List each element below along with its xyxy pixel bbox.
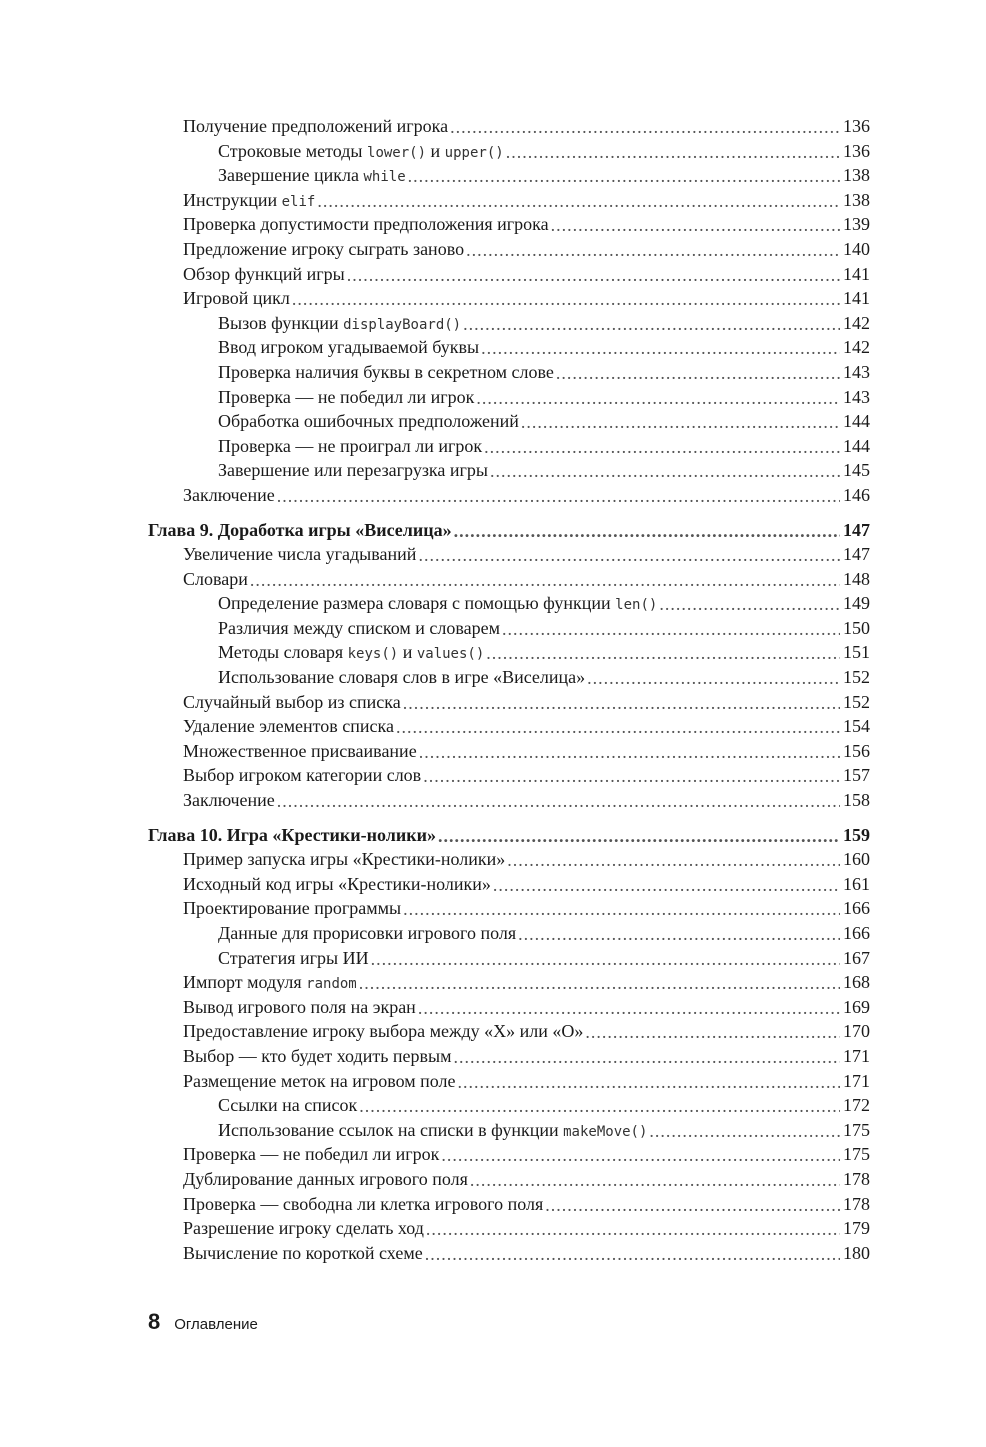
toc-entry: [148, 141, 870, 166]
dot-leader: [476, 388, 840, 406]
toc-page-number: 157: [843, 765, 870, 786]
title-text: Ввод игроком угадываемой буквы: [218, 337, 480, 358]
toc-page-number: 156: [843, 740, 870, 761]
toc-entry: [148, 436, 870, 461]
dot-leader: [359, 1096, 840, 1114]
toc-page-number: 147: [843, 544, 870, 565]
toc-entry-title: [183, 288, 290, 309]
toc-entry-title: [218, 165, 406, 186]
title-text: Проверка допустимости предположения игрока: [183, 214, 549, 235]
toc-entry-title: [183, 485, 275, 506]
title-text: Проверка — не победил ли игрок: [183, 1144, 440, 1165]
toc-entry: [148, 642, 870, 667]
title-text: Дублирование данных игрового поля: [183, 1168, 468, 1189]
title-text: Глава 9. Доработка игры «Виселица»: [148, 519, 452, 540]
toc-entry: [148, 544, 870, 569]
toc-page-number: 148: [843, 568, 870, 589]
dot-leader: [438, 826, 840, 844]
title-text: Увеличение числа угадываний: [183, 544, 417, 565]
toc-page-number: 167: [843, 947, 870, 968]
dot-leader: [277, 791, 840, 809]
dot-leader: [470, 1170, 840, 1188]
title-text: Предложение игроку сыграть заново: [183, 238, 465, 259]
toc-page-number: 169: [843, 996, 870, 1017]
toc-entry-title: [183, 1021, 583, 1042]
toc-page-number: 180: [843, 1242, 870, 1263]
toc-entry: [148, 1218, 870, 1243]
toc-entry-title: [218, 387, 474, 408]
toc-entry-title: [148, 520, 452, 541]
code-fragment: keys(): [347, 646, 399, 663]
toc-entry-title: [218, 923, 516, 944]
toc-entry: [148, 264, 870, 289]
toc-entry: [148, 1095, 870, 1120]
title-text: Разрешение игроку сделать ход: [183, 1218, 424, 1239]
toc-entry: [148, 618, 870, 643]
code-fragment: lower(): [367, 144, 427, 161]
toc-page-number: 171: [843, 1070, 870, 1091]
code-fragment: upper(): [444, 144, 504, 161]
toc-chapter-entry: [148, 520, 870, 545]
toc-entry: [148, 411, 870, 436]
toc-entry-title: [183, 214, 549, 235]
dot-leader: [454, 521, 840, 539]
code-fragment: elif: [281, 193, 316, 210]
toc-entry-title: [183, 765, 421, 786]
dot-leader: [277, 486, 840, 504]
toc-page-number: 138: [843, 189, 870, 210]
toc-chapter-entry: [148, 825, 870, 850]
dot-leader: [403, 693, 840, 711]
title-text: Проектирование программы: [183, 898, 402, 919]
title-text: Игровой цикл: [183, 288, 290, 309]
dot-leader: [371, 949, 840, 967]
toc-entry: [148, 593, 870, 618]
toc-entry: [148, 214, 870, 239]
dot-leader: [454, 1047, 840, 1065]
toc-entry: [148, 485, 870, 510]
toc-entry: [148, 923, 870, 948]
table-of-contents: [148, 116, 870, 1267]
toc-entry-title: [183, 1169, 468, 1190]
code-fragment: while: [363, 169, 406, 186]
toc-entry-title: [183, 898, 401, 919]
toc-page-number: 147: [843, 519, 870, 540]
toc-entry: [148, 667, 870, 692]
toc-page-number: 160: [843, 849, 870, 870]
dot-leader: [426, 1219, 840, 1237]
toc-entry-title: [218, 642, 484, 663]
title-text: Предоставление игроку выбора между «Х» или «О»: [183, 1021, 584, 1042]
toc-entry-title: [183, 264, 345, 285]
toc-entry-title: [218, 667, 585, 688]
dot-leader: [490, 461, 840, 479]
title-text: Строковые методы: [218, 140, 368, 161]
dot-leader: [425, 1244, 840, 1262]
toc-entry-title: [183, 692, 401, 713]
title-text: Вызов функции: [218, 312, 344, 333]
toc-entry: [148, 1120, 870, 1145]
toc-page-number: 152: [843, 691, 870, 712]
page-footer: [148, 1309, 258, 1335]
toc-page-number: 175: [843, 1119, 870, 1140]
toc-entry: [148, 1021, 870, 1046]
toc-entry-title: [218, 1120, 647, 1141]
toc-entry-title: [183, 569, 248, 590]
toc-entry: [148, 190, 870, 215]
toc-entry: [148, 997, 870, 1022]
toc-page-number: 146: [843, 484, 870, 505]
toc-entry-title: [218, 436, 482, 457]
dot-leader: [493, 875, 840, 893]
dot-leader: [507, 850, 840, 868]
toc-entry-title: [218, 618, 500, 639]
toc-page-number: 178: [843, 1193, 870, 1214]
toc-page-number: 138: [843, 165, 870, 186]
dot-leader: [551, 215, 840, 233]
toc-entry-title: [183, 544, 416, 565]
dot-leader: [585, 1022, 840, 1040]
title-text: Проверка наличия буквы в секретном слове: [218, 361, 554, 382]
toc-entry: [148, 1144, 870, 1169]
title-text: Случайный выбор из списка: [183, 691, 401, 712]
toc-entry-title: [218, 411, 519, 432]
dot-leader: [292, 289, 840, 307]
toc-page-number: 151: [843, 642, 870, 663]
dot-leader: [418, 545, 840, 563]
toc-page-number: 145: [843, 460, 870, 481]
title-text: Вычисление по короткой схеме: [183, 1242, 423, 1263]
toc-page-number: 143: [843, 386, 870, 407]
title-text: Завершение или перезагрузка игры: [218, 460, 488, 481]
dot-leader: [408, 166, 840, 184]
toc-entry: [148, 716, 870, 741]
toc-page-number: 154: [843, 716, 870, 737]
toc-entry: [148, 460, 870, 485]
toc-entry-title: [183, 239, 464, 260]
toc-entry: [148, 790, 870, 815]
toc-entry: [148, 948, 870, 973]
dot-leader: [458, 1072, 840, 1090]
page-number: 8: [148, 1309, 161, 1334]
title-text: Обзор функций игры: [183, 263, 345, 284]
toc-page-number: 149: [843, 593, 870, 614]
toc-entry-title: [218, 313, 461, 334]
toc-page-number: 172: [843, 1095, 870, 1116]
toc-page-number: 159: [843, 824, 870, 845]
title-text: Данные для прорисовки игрового поля: [218, 923, 517, 943]
toc-entry: [148, 1169, 870, 1194]
title-text: Методы словаря: [218, 642, 348, 663]
code-fragment: makeMove(): [563, 1123, 648, 1140]
toc-page-number: 141: [843, 263, 870, 284]
toc-page-number: 150: [843, 617, 870, 638]
toc-page-number: 168: [843, 972, 870, 993]
toc-entry: [148, 692, 870, 717]
toc-entry: [148, 288, 870, 313]
title-text: Глава 10. Игра «Крестики-нолики»: [148, 824, 436, 845]
toc-entry-title: [183, 972, 357, 993]
dot-leader: [396, 717, 840, 735]
title-text: Импорт модуля: [183, 972, 307, 993]
code-fragment: values(): [416, 646, 485, 663]
toc-entry-title: [218, 593, 657, 614]
toc-entry-title: [183, 874, 491, 895]
toc-page-number: 175: [843, 1144, 870, 1165]
toc-entry: [148, 569, 870, 594]
toc-page-number: 139: [843, 214, 870, 235]
dot-leader: [423, 766, 840, 784]
dot-leader: [403, 899, 840, 917]
dot-leader: [450, 117, 840, 135]
dot-leader: [506, 142, 840, 160]
code-fragment: len(): [615, 597, 658, 614]
toc-entry: [148, 849, 870, 874]
toc-entry-title: [218, 141, 504, 162]
dot-leader: [250, 570, 840, 588]
toc-page-number: 140: [843, 238, 870, 259]
toc-entry: [148, 1194, 870, 1219]
toc-page-number: 171: [843, 1045, 870, 1066]
toc-page-number: 144: [843, 411, 870, 432]
title-text: Выбор игроком категории слов: [183, 765, 422, 786]
dot-leader: [556, 363, 840, 381]
toc-entry: [148, 313, 870, 338]
toc-entry: [148, 972, 870, 997]
title-text: Заключение: [183, 484, 275, 505]
title-text: Различия между списком и словарем: [218, 617, 501, 638]
dot-leader: [466, 240, 840, 258]
toc-entry-title: [218, 460, 488, 481]
toc-page-number: 144: [843, 435, 870, 456]
toc-entry-title: [183, 790, 275, 811]
toc-page-number: 152: [843, 667, 870, 688]
toc-entry: [148, 874, 870, 899]
toc-entry-title: [183, 1046, 452, 1067]
toc-entry-title: [183, 849, 505, 870]
dot-leader: [659, 594, 840, 612]
section-label: Оглавление: [174, 1316, 258, 1333]
title-text: Размещение меток на игровом поле: [183, 1070, 456, 1091]
title-text: Словари: [183, 568, 248, 589]
title-text: Завершение цикла: [218, 165, 364, 186]
toc-entry: [148, 1071, 870, 1096]
title-text: Проверка — не проиграл ли игрок: [218, 435, 483, 456]
toc-entry-title: [183, 997, 416, 1018]
toc-entry-title: [148, 825, 436, 846]
dot-leader: [418, 998, 840, 1016]
toc-entry: [148, 1243, 870, 1268]
title-text: Множественное присваивание: [183, 740, 417, 761]
dot-leader: [521, 412, 840, 430]
toc-entry-title: [183, 116, 448, 137]
toc-page-number: 142: [843, 312, 870, 333]
toc-entry-title: [183, 741, 417, 762]
toc-entry: [148, 765, 870, 790]
toc-page-number: 179: [843, 1218, 870, 1239]
toc-entry-title: [218, 337, 479, 358]
code-fragment: displayBoard(): [343, 316, 462, 333]
toc-page-number: 143: [843, 361, 870, 382]
toc-page-number: 158: [843, 790, 870, 811]
dot-leader: [502, 619, 840, 637]
toc-entry-title: [218, 948, 369, 969]
title-text: и: [426, 140, 445, 161]
toc-entry: [148, 239, 870, 264]
toc-entry-title: [183, 190, 315, 211]
dot-leader: [441, 1145, 840, 1163]
toc-entry-title: [183, 1218, 424, 1239]
title-text: Проверка — свободна ли клетка игрового поля: [183, 1193, 544, 1214]
title-text: Исходный код игры «Крестики-нолики»: [183, 873, 491, 894]
toc-entry: [148, 741, 870, 766]
dot-leader: [649, 1121, 840, 1139]
toc-entry: [148, 337, 870, 362]
title-text: Стратегия игры ИИ: [218, 947, 369, 968]
toc-page-number: 178: [843, 1168, 870, 1189]
toc-entry: [148, 1046, 870, 1071]
toc-page-number: 142: [843, 337, 870, 358]
toc-page-number: 161: [843, 873, 870, 894]
toc-entry-title: [218, 362, 554, 383]
dot-leader: [486, 643, 840, 661]
toc-page-number: 170: [843, 1021, 870, 1042]
toc-entry: [148, 387, 870, 412]
dot-leader: [463, 314, 840, 332]
toc-page-number: 136: [843, 140, 870, 161]
toc-page-number: 166: [843, 898, 870, 919]
title-text: Выбор — кто будет ходить первым: [183, 1045, 452, 1066]
title-text: и: [398, 642, 417, 663]
dot-leader: [481, 338, 840, 356]
dot-leader: [419, 742, 840, 760]
code-fragment: random: [306, 976, 357, 993]
toc-entry-title: [183, 1144, 439, 1165]
toc-entry: [148, 116, 870, 141]
toc-entry: [148, 898, 870, 923]
dot-leader: [317, 191, 840, 209]
title-text: Ссылки на список: [218, 1095, 358, 1116]
title-text: Обработка ошибочных предположений: [218, 411, 519, 432]
dot-leader: [347, 265, 840, 283]
toc-entry-title: [183, 1071, 456, 1092]
toc-entry-title: [183, 1194, 543, 1215]
title-text: Инструкции: [183, 189, 282, 210]
toc-page-number: 136: [843, 116, 870, 136]
title-text: Проверка — не победил ли игрок: [218, 386, 475, 407]
title-text: Пример запуска игры «Крестики-нолики»: [183, 849, 506, 870]
toc-page-number: 141: [843, 288, 870, 309]
toc-page-number: 166: [843, 923, 870, 943]
dot-leader: [359, 973, 840, 991]
title-text: Вывод игрового поля на экран: [183, 996, 416, 1017]
title-text: Использование словаря слов в игре «Виселица»: [218, 667, 586, 688]
title-text: Получение предположений игрока: [183, 116, 449, 136]
toc-entry: [148, 362, 870, 387]
toc-entry-title: [183, 716, 394, 737]
toc-entry: [148, 165, 870, 190]
title-text: Использование ссылок на списки в функции: [218, 1119, 564, 1140]
toc-entry-title: [218, 1095, 357, 1116]
dot-leader: [484, 437, 840, 455]
title-text: Определение размера словаря с помощью функции: [218, 593, 616, 614]
dot-leader: [587, 668, 840, 686]
title-text: Заключение: [183, 790, 275, 811]
toc-entry-title: [183, 1243, 423, 1264]
dot-leader: [518, 924, 840, 942]
title-text: Удаление элементов списка: [183, 716, 394, 737]
dot-leader: [545, 1195, 840, 1213]
